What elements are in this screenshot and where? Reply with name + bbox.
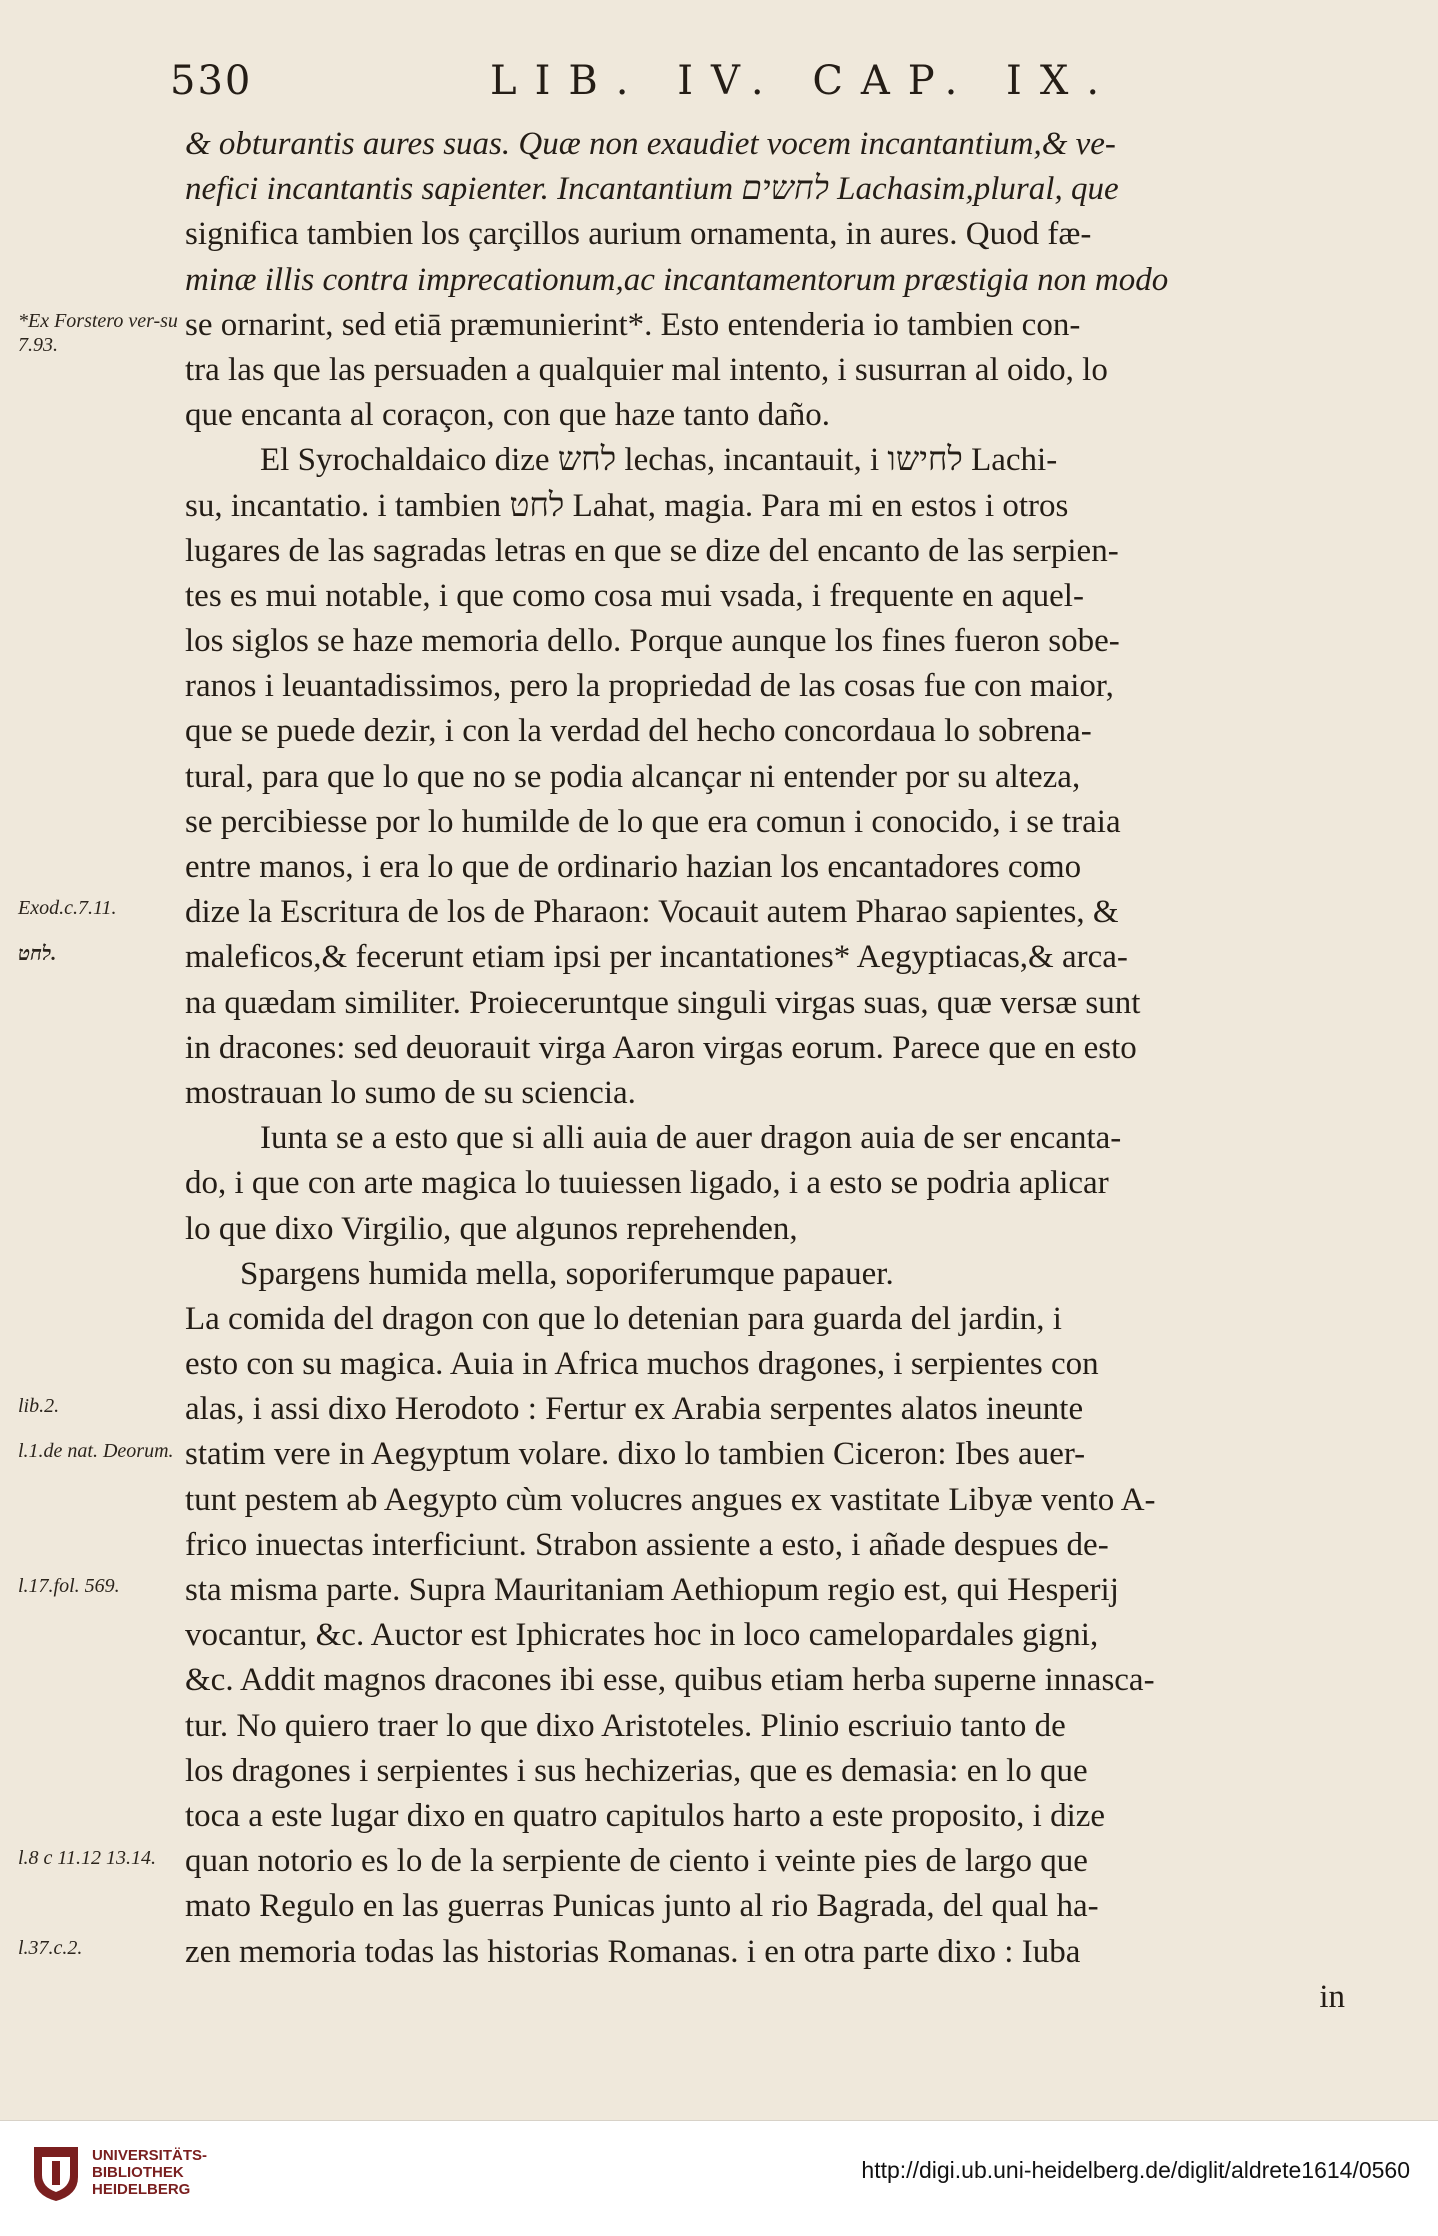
text-line: &c. Addit magnos dracones ibi esse, quibus etiam herba superne innasca-: [185, 1662, 1155, 1699]
text-line: do, i que con arte magica lo tuuiessen ligado, i a esto se podria aplicar: [185, 1165, 1109, 1202]
text-line: tural, para que lo que no se podia alcançar ni entender por su alteza,: [185, 758, 1081, 795]
text-line: que se puede dezir, i con la verdad del hecho concordaua lo sobrena-: [185, 713, 1092, 750]
text-line: lo que dixo Virgilio, que algunos reprehenden,: [185, 1210, 798, 1247]
text-line: na quædam similiter. Proieceruntque singuli virgas suas, quæ versæ sunt: [185, 984, 1141, 1021]
text-line: frico inuectas interficiunt. Strabon assiente a esto, i añade despues de-: [185, 1526, 1109, 1563]
text-line: que encanta al coraçon, con que haze tanto daño.: [185, 397, 831, 434]
text-line: El Syrochaldaico dize לחש lechas, incantauit, i לחישו Lachi-: [260, 442, 1058, 479]
text-line: esto con su magica. Auia in Africa muchos dragones, i serpientes con: [185, 1346, 1099, 1383]
text-line: Spargens humida mella, soporiferumque papauer.: [240, 1255, 894, 1292]
text-line: se ornarint, sed etiā præmunierint*. Esto entenderia io tambien con-: [185, 306, 1081, 343]
margin-note: l.37.c.2.: [18, 1937, 83, 1959]
text-line: tes es mui notable, i que como cosa mui vsada, i frequente en aquel-: [185, 577, 1084, 614]
university-seal-icon: [30, 2143, 82, 2203]
running-title: LIB. IV. CAP. IX.: [490, 58, 1118, 104]
text-line: maleficos,& fecerunt etiam ipsi per incantationes* Aegyptiacas,& arca-: [185, 939, 1128, 976]
text-line: tra las que las persuaden a qualquier mal intento, i susurran al oido, lo: [185, 351, 1108, 388]
margin-note: לחט.: [18, 942, 57, 965]
text-line: vocantur, &c. Auctor est Iphicrates hoc in loco camelopardales gigni,: [185, 1617, 1099, 1654]
text-line: ranos i leuantadissimos, pero la propriedad de las cosas fue con maior,: [185, 668, 1114, 705]
text-line: quan notorio es lo de la serpiente de ciento i veinte pies de largo que: [185, 1843, 1088, 1880]
text-line: in dracones: sed deuorauit virga Aaron virgas eorum. Parece que en esto: [185, 1029, 1137, 1066]
institution-line-3: HEIDELBERG: [92, 2181, 191, 2198]
text-line: toca a este lugar dixo en quatro capitulos harto a este proposito, i dize: [185, 1797, 1106, 1834]
text-line: su, incantatio. i tambien לחט Lahat, magia. Para mi en estos i otros: [185, 487, 1069, 524]
text-line: Iunta se a esto que si alli auia de auer dragon auia de ser encanta-: [260, 1120, 1122, 1157]
text-line: se percibiesse por lo humilde de lo que era comun i conocido, i se traia: [185, 803, 1121, 840]
library-footer: [0, 2120, 1438, 2236]
text-line: zen memoria todas las historias Romanas. i en otra parte dixo : Iuba: [185, 1933, 1081, 1970]
text-line: in: [1319, 1978, 1345, 2015]
text-line: dize la Escritura de los de Pharaon: Vocauit autem Pharao sapientes, &: [185, 894, 1119, 931]
institution-line-1: UNIVERSITÄTS-: [92, 2147, 208, 2164]
margin-note: l.8 c 11.12 13.14.: [18, 1846, 156, 1869]
text-line: minæ illis contra imprecationum,ac incantamentorum præstigia non modo: [185, 261, 1169, 298]
text-line: tunt pestem ab Aegypto cùm volucres angues ex vastitate Libyæ vento A-: [185, 1481, 1156, 1518]
text-line: alas, i assi dixo Herodoto : Fertur ex Arabia serpentes alatos ineunte: [185, 1391, 1084, 1428]
text-line: & obturantis aures suas. Quæ non exaudiet vocem incantantium,& ve-: [185, 126, 1116, 162]
text-line: los siglos se haze memoria dello. Porque aunque los fines fueron sobe-: [185, 623, 1120, 660]
margin-note: l.17.fol. 569.: [18, 1575, 120, 1598]
margin-note: Exod.c.7.11.: [18, 897, 117, 920]
text-line: statim vere in Aegyptum volare. dixo lo tambien Ciceron: Ibes auer-: [185, 1436, 1086, 1473]
page-number: 530: [170, 58, 253, 104]
margin-note: lib.2.: [18, 1394, 60, 1417]
text-line: lugares de las sagradas letras en que se dize del encanto de las serpien-: [185, 532, 1119, 569]
text-line: mostrauan lo sumo de su sciencia.: [185, 1074, 636, 1111]
text-line: sta misma parte. Supra Mauritaniam Aethiopum regio est, qui Hesperij: [185, 1572, 1119, 1608]
margin-note: *Ex Forstero ver-su 7.93.: [18, 309, 178, 356]
text-line: tur. No quiero traer lo que dixo Aristoteles. Plinio escriuio tanto de: [185, 1707, 1066, 1744]
institution-line-2: BIBLIOTHEK: [92, 2164, 184, 2181]
text-line: entre manos, i era lo que de ordinario hazian los encantadores como: [185, 849, 1082, 885]
permalink-url[interactable]: http://digi.ub.uni-heidelberg.de/diglit/aldrete1614/0560: [861, 2157, 1410, 2183]
body-text: [185, 122, 1345, 2020]
text-line: significa tambien los çarçillos aurium ornamenta, in aures. Quod fæ-: [185, 216, 1092, 253]
institution-name: [92, 2147, 207, 2198]
margin-note: l.1.de nat. Deorum.: [18, 1439, 174, 1462]
text-line: nefici incantantis sapienter. Incantantium לחשים Lachasim,plural, que: [185, 171, 1119, 208]
text-line: La comida del dragon con que lo detenian para guarda del jardin, i: [185, 1300, 1062, 1337]
text-line: mato Regulo en las guerras Punicas junto al rio Bagrada, del qual ha-: [185, 1888, 1099, 1925]
text-line: los dragones i serpientes i sus hechizerias, que es demasia: en lo que: [185, 1752, 1088, 1789]
